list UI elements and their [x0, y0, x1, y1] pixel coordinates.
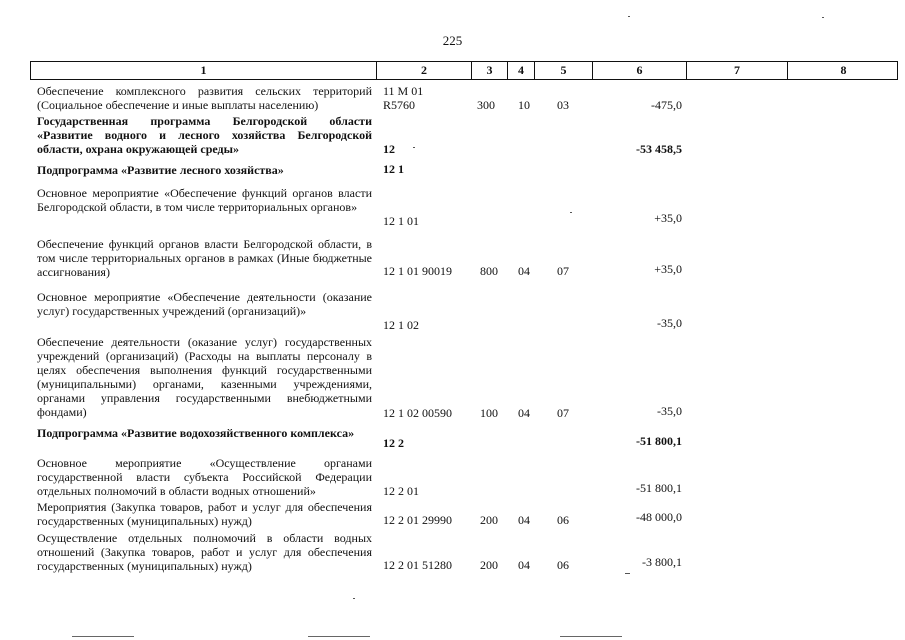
page-number: 225: [442, 33, 463, 48]
row-1-text: Государственная программа Белгородской области «Развитие водного и лесного хозяйства Белгородской области, охрана окружающей среды»: [37, 114, 372, 156]
row-0-code: 11 М 01 R5760: [383, 84, 424, 112]
row-3-code: 12 1 01: [383, 214, 419, 228]
row-10-c6: -3 800,1: [642, 555, 682, 569]
header-col-7: 7: [686, 62, 787, 79]
row-7-text: Подпрограмма «Развитие водохозяйственного комплекса»: [37, 426, 355, 440]
scan-speck: [822, 17, 824, 18]
row-4-c4: 04: [518, 264, 530, 278]
row-4-text: Обеспечение функций органов власти Белгородской области, в том числе территориальных органов в рамках (Иные бюджетные ассигнования): [37, 237, 372, 279]
row-9-c6: -48 000,0: [636, 510, 682, 524]
scan-speck: [628, 16, 630, 17]
row-7-code: 12 2: [383, 436, 404, 450]
header-col-8: 8: [787, 62, 899, 79]
row-9-code: 12 2 01 29990: [383, 513, 452, 527]
footer-rule-right: [560, 636, 622, 637]
footer-rule-middle: [308, 636, 370, 637]
row-10-text: Осуществление отдельных полномочий в области водных отношений (Закупка товаров, работ и услуг для обеспечения государственных (муниципальных) нужд): [37, 531, 372, 573]
row-6-code: 12 1 02 00590: [383, 406, 452, 420]
row-0-text: Обеспечение комплексного развития сельских территорий (Социальное обеспечение и иные выплаты населению): [37, 84, 372, 112]
header-col-5: 5: [534, 62, 592, 79]
header-col-4: 4: [507, 62, 534, 79]
row-1-c6: -53 458,5: [636, 142, 682, 156]
row-4-c5: 07: [557, 264, 569, 278]
table-header: [30, 61, 898, 80]
row-9-c3: 200: [480, 513, 498, 527]
row-4-c6: +35,0: [654, 262, 682, 276]
row-0-c6: -475,0: [651, 98, 682, 112]
row-0-c3: 300: [477, 98, 495, 112]
row-5-code: 12 1 02: [383, 318, 419, 332]
row-4-c3: 800: [480, 264, 498, 278]
row-6-c4: 04: [518, 406, 530, 420]
row-9-c5: 06: [557, 513, 569, 527]
header-col-2: 2: [376, 62, 471, 79]
header-col-3: 3: [471, 62, 507, 79]
row-9-text: Мероприятия (Закупка товаров, работ и услуг для обеспечения государственных (муниципальных) нужд): [37, 500, 372, 528]
row-9-c4: 04: [518, 513, 530, 527]
row-8-text: Основное мероприятие «Осуществление органами государственной власти субъекта Российской Федерации отдельных полномочий в области водных отношений»: [37, 456, 372, 498]
header-col-1: 1: [200, 63, 207, 77]
row-6-c5: 07: [557, 406, 569, 420]
row-6-text: Обеспечение деятельности (оказание услуг) государственных учреждений (организаций) (Расходы на выплаты персоналу в целях обеспечения выполнения функций государственными (муниципальными) органами, казенными учреждениями, органами управления государственными внебюджетными фондами): [37, 335, 372, 419]
row-2-code: 12 1: [383, 162, 404, 176]
row-10-c5: 06: [557, 558, 569, 572]
footer-rule-left: [72, 636, 134, 637]
row-3-c6: +35,0: [654, 211, 682, 225]
row-5-c6: -35,0: [657, 316, 682, 330]
row-5-text: Основное мероприятие «Обеспечение деятельности (оказание услуг) государственных учреждений (организаций)»: [37, 290, 372, 318]
header-col-6: 6: [592, 62, 686, 79]
row-10-c4: 04: [518, 558, 530, 572]
row-0-c5: 03: [557, 98, 569, 112]
scan-speck: [353, 598, 355, 599]
row-8-code: 12 2 01: [383, 484, 419, 498]
row-0-c4: 10: [518, 98, 530, 112]
scan-speck: [625, 573, 630, 574]
row-8-c6: -51 800,1: [636, 481, 682, 495]
row-6-c6: -35,0: [657, 404, 682, 418]
scan-speck: [570, 212, 572, 213]
row-7-c6: -51 800,1: [636, 434, 682, 448]
row-3-text: Основное мероприятие «Обеспечение функций органов власти Белгородской области, в том числе территориальных органов»: [37, 186, 372, 214]
row-10-c3: 200: [480, 558, 498, 572]
row-6-c3: 100: [480, 406, 498, 420]
row-2-text: Подпрограмма «Развитие лесного хозяйства»: [37, 163, 284, 177]
row-4-code: 12 1 01 90019: [383, 264, 452, 278]
scan-speck: [413, 147, 415, 148]
row-10-code: 12 2 01 51280: [383, 558, 452, 572]
row-1-code: 12: [383, 142, 395, 156]
